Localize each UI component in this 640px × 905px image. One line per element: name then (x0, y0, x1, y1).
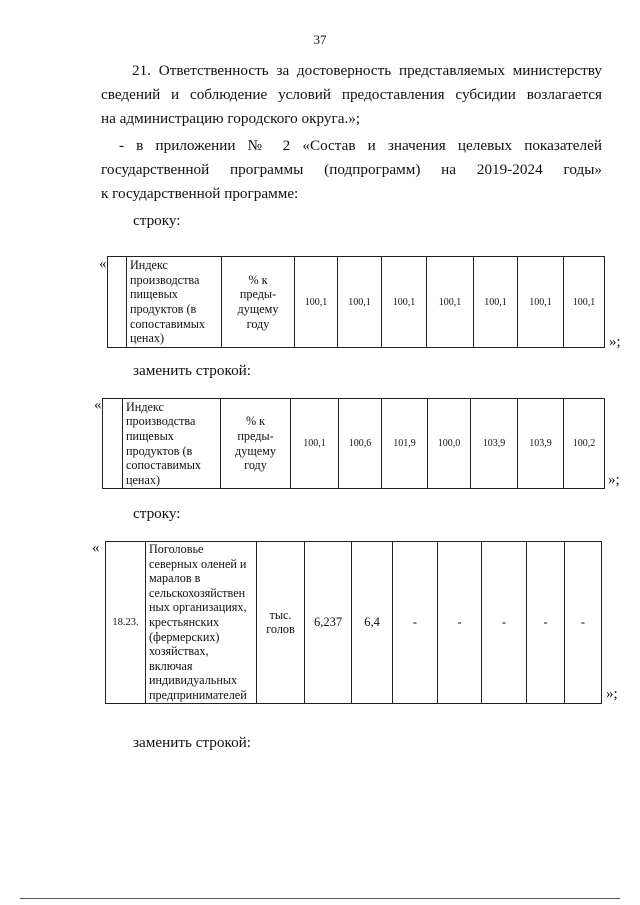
name-line: производства (130, 272, 200, 287)
name-line: продуктов (в (126, 443, 193, 458)
name-line: маралов в (149, 571, 201, 586)
value-cell: 100,6 (339, 399, 382, 489)
paragraph-2-line-3: к государственной программе: (101, 185, 299, 202)
value-cell: 100,1 (295, 257, 338, 348)
indicator-row-table-1 (107, 256, 605, 348)
quote-close-2: »; (608, 472, 620, 488)
label-replace-1: заменить строкой: (133, 362, 252, 379)
name-line: предпринимателей (149, 687, 247, 702)
unit-line: дущему (237, 302, 279, 316)
unit-line: году (246, 316, 270, 331)
name-line: Индекс (130, 258, 168, 273)
indicator-row-table-2 (102, 398, 605, 489)
value-cell: 6,4 (352, 542, 393, 704)
paragraph-2-line-2: государственной программы (подпрограмм) на 2019-2024 годы» (101, 161, 602, 178)
name-line: Индекс (126, 399, 164, 414)
value-cell: - (438, 542, 482, 704)
unit-line: % к (248, 272, 268, 287)
name-line: производства (126, 414, 196, 429)
indicator-row-table-3 (105, 541, 602, 704)
name-line: продуктов (в (130, 302, 197, 316)
value-cell: 103,9 (471, 399, 518, 489)
label-row-1: строку: (133, 212, 181, 229)
value-cell: 100,1 (338, 257, 382, 348)
paragraph-2-line-1: - в приложении № 2 «Состав и значения целевых показателей (119, 137, 602, 154)
unit-line: тыс. (269, 607, 292, 622)
value-cell: 100,1 (518, 257, 564, 348)
paragraph-1-line-1: 21. Ответственность за достоверность представляемых министерству (132, 62, 602, 79)
unit-line: % к (245, 414, 266, 429)
name-line: (фермерских) (149, 629, 220, 644)
value-cell: 100,1 (474, 257, 518, 348)
quote-open-2: « (94, 397, 102, 413)
name-line: сельскохозяйствен (149, 585, 246, 600)
unit-cell (221, 399, 291, 489)
value-cell: 100,2 (564, 399, 605, 489)
indicator-name-cell (146, 542, 257, 704)
name-line: крестьянских (149, 614, 220, 629)
value-cell: - (565, 542, 602, 704)
name-line: ных организациях, (149, 600, 247, 615)
name-line: ценах) (126, 472, 161, 487)
unit-line: голов (266, 622, 295, 637)
indicator-name-cell (123, 399, 221, 489)
value-cell: 100,0 (428, 399, 471, 489)
name-line: северных оленей и (149, 556, 247, 571)
page-number: 37 (313, 32, 327, 47)
page-bottom-rule (20, 898, 620, 899)
row-number-cell: 18.23. (106, 542, 146, 704)
label-replace-2: заменить строкой: (133, 734, 252, 751)
value-cell: 103,9 (518, 399, 564, 489)
value-cell: - (527, 542, 565, 704)
name-line: Поголовье (149, 542, 204, 556)
unit-line: году (244, 458, 267, 473)
name-line: индивидуальных (149, 673, 238, 688)
label-row-2: строку: (133, 505, 181, 522)
value-cell: 100,1 (427, 257, 474, 348)
value-cell: - (482, 542, 527, 704)
unit-line: преды- (239, 287, 277, 302)
value-cell: - (393, 542, 438, 704)
quote-open-3: « (92, 540, 100, 556)
quote-close-1: »; (609, 334, 621, 350)
indicator-name-cell (127, 257, 222, 348)
value-cell: 101,9 (382, 399, 428, 489)
name-line: ценах) (130, 331, 165, 346)
value-cell: 100,1 (564, 257, 605, 348)
value-cell: 100,1 (382, 257, 427, 348)
name-line: пищевых (126, 428, 174, 443)
paragraph-1-line-2: сведений и соблюдение условий предоставления субсидии возлагается (101, 86, 602, 103)
quote-close-3: »; (606, 686, 618, 702)
paragraph-1-line-3: на администрацию городского округа.»; (101, 110, 361, 127)
name-line: хозяйствах, (149, 644, 209, 659)
value-cell: 100,1 (291, 399, 339, 489)
unit-cell (222, 257, 295, 348)
name-line: пищевых (130, 287, 178, 302)
unit-line: дущему (235, 443, 276, 458)
name-line: сопоставимых (130, 316, 205, 331)
unit-line: преды- (237, 428, 274, 443)
unit-cell (257, 542, 305, 704)
value-cell: 6,237 (305, 542, 352, 704)
quote-open-1: « (99, 256, 107, 272)
name-line: включая (149, 658, 193, 673)
row-number-cell (108, 257, 127, 348)
row-number-cell (103, 399, 123, 489)
name-line: сопоставимых (126, 458, 201, 473)
